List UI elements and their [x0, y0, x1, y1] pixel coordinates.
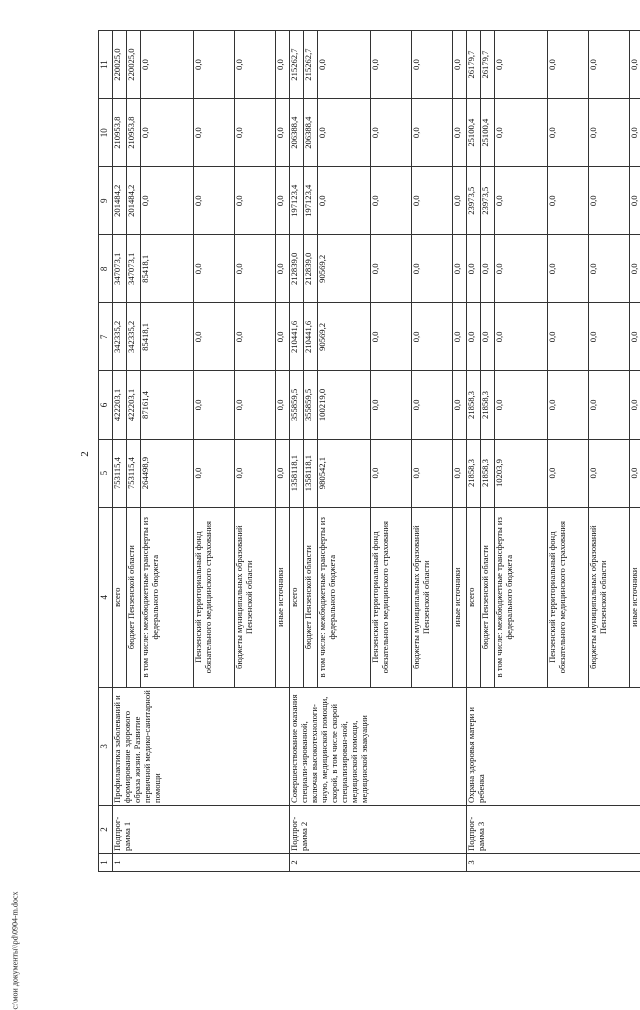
amount-cell: 980542,1 — [318, 439, 371, 507]
amount-cell: 422203,1 — [113, 371, 127, 439]
amount-cell: 0,0 — [371, 235, 412, 303]
amount-cell: 0,0 — [276, 31, 290, 99]
subprogram-cell: Подпрог-рамма 3 — [467, 805, 640, 853]
amount-cell: 0,0 — [318, 31, 371, 99]
amount-cell: 0,0 — [371, 99, 412, 167]
amount-cell: 0,0 — [276, 371, 290, 439]
amount-cell: 0,0 — [194, 439, 235, 507]
amount-cell: 26179,7 — [481, 31, 495, 99]
funding-source-cell: всего — [290, 507, 304, 687]
subprogram-title-cell: Охрана здоровья матери и ребенка — [467, 687, 640, 805]
amount-cell: 0,0 — [467, 303, 481, 371]
amount-cell: 23973,5 — [481, 167, 495, 235]
amount-cell: 0,0 — [630, 303, 640, 371]
amount-cell: 100219,0 — [318, 371, 371, 439]
amount-cell: 206388,4 — [304, 99, 318, 167]
amount-cell: 0,0 — [194, 167, 235, 235]
amount-cell: 21858,3 — [467, 439, 481, 507]
amount-cell: 0,0 — [412, 31, 453, 99]
amount-cell: 0,0 — [235, 371, 276, 439]
amount-cell: 0,0 — [630, 31, 640, 99]
amount-cell: 0,0 — [194, 371, 235, 439]
amount-cell: 0,0 — [495, 99, 548, 167]
header-cell: 6 — [99, 371, 113, 439]
amount-cell: 347073,1 — [127, 235, 141, 303]
header-cell: 10 — [99, 99, 113, 167]
funding-source-cell: всего — [467, 507, 481, 687]
amount-cell: 0,0 — [141, 167, 194, 235]
amount-cell: 212839,0 — [304, 235, 318, 303]
subprogram-cell: Подпрог-рамма 2 — [290, 805, 467, 853]
amount-cell: 0,0 — [276, 303, 290, 371]
header-row — [99, 31, 113, 872]
amount-cell: 753115,4 — [113, 439, 127, 507]
row-number-cell: 3 — [467, 853, 640, 871]
amount-cell: 85418,1 — [141, 235, 194, 303]
funding-source-cell: бюджет Пензенской области — [304, 507, 318, 687]
amount-cell: 264498,9 — [141, 439, 194, 507]
amount-cell: 0,0 — [630, 439, 640, 507]
amount-cell: 355859,5 — [290, 371, 304, 439]
amount-cell: 0,0 — [235, 99, 276, 167]
amount-cell: 0,0 — [276, 99, 290, 167]
amount-cell: 0,0 — [194, 99, 235, 167]
amount-cell: 0,0 — [371, 303, 412, 371]
amount-cell: 0,0 — [276, 235, 290, 303]
amount-cell: 212839,0 — [290, 235, 304, 303]
row-number-cell: 1 — [113, 853, 290, 871]
amount-cell: 0,0 — [548, 235, 589, 303]
amount-cell: 0,0 — [495, 31, 548, 99]
amount-cell: 0,0 — [495, 167, 548, 235]
amount-cell: 1358118,1 — [304, 439, 318, 507]
amount-cell: 0,0 — [235, 235, 276, 303]
amount-cell: 210441,6 — [304, 303, 318, 371]
funding-source-cell: бюджеты муниципальных образований Пензенской области — [235, 507, 276, 687]
amount-cell: 0,0 — [453, 371, 467, 439]
amount-cell: 220025,0 — [127, 31, 141, 99]
amount-cell: 25100,4 — [467, 99, 481, 167]
funding-source-cell: в том числе: межбюджетные трансферты из федерального бюджета — [141, 507, 194, 687]
funding-source-cell: иные источники — [630, 507, 640, 687]
amount-cell: 215262,7 — [304, 31, 318, 99]
amount-cell: 0,0 — [453, 167, 467, 235]
amount-cell: 342335,2 — [113, 303, 127, 371]
amount-cell: 0,0 — [630, 235, 640, 303]
rotated-table-wrapper — [98, 30, 613, 872]
amount-cell: 0,0 — [589, 303, 630, 371]
amount-cell: 0,0 — [548, 31, 589, 99]
amount-cell: 90569,2 — [318, 235, 371, 303]
header-cell: 11 — [99, 31, 113, 99]
header-cell: 5 — [99, 439, 113, 507]
amount-cell: 85418,1 — [141, 303, 194, 371]
amount-cell: 0,0 — [412, 439, 453, 507]
amount-cell: 0,0 — [141, 99, 194, 167]
amount-cell: 0,0 — [235, 31, 276, 99]
subprogram-cell: Подпрог-рамма 1 — [113, 805, 290, 853]
amount-cell: 0,0 — [481, 303, 495, 371]
header-cell: 3 — [99, 687, 113, 805]
amount-cell: 0,0 — [589, 371, 630, 439]
amount-cell: 0,0 — [318, 99, 371, 167]
amount-cell: 0,0 — [453, 31, 467, 99]
amount-cell: 0,0 — [141, 31, 194, 99]
amount-cell: 220025,0 — [113, 31, 127, 99]
funding-source-cell: Пензенский территориальный фонд обязательного медицинского страхования — [371, 507, 412, 687]
page-number: 2 — [79, 444, 91, 464]
funding-source-cell: Пензенский территориальный фонд обязательного медицинского страхования — [194, 507, 235, 687]
amount-cell: 197123,4 — [290, 167, 304, 235]
amount-cell: 0,0 — [235, 303, 276, 371]
amount-cell: 21858,3 — [467, 371, 481, 439]
amount-cell: 0,0 — [371, 371, 412, 439]
budget-table — [98, 30, 640, 872]
amount-cell: 0,0 — [412, 167, 453, 235]
amount-cell: 0,0 — [548, 99, 589, 167]
subprogram-title-cell: Совершенствование оказания специали-зированной, включая высокотехнологи-чную, медицинской помощи, скорой, в том числе скорой специализирован-ной, медицинской помощи, медицинской эвакуации — [290, 687, 467, 805]
footer-file-path: с:\мои документы\\pd\0904-m.docx — [11, 540, 20, 1010]
amount-cell: 210441,6 — [290, 303, 304, 371]
funding-source-cell: в том числе: межбюджетные трансферты из федерального бюджета — [318, 507, 371, 687]
amount-cell: 26179,7 — [467, 31, 481, 99]
amount-cell: 0,0 — [589, 439, 630, 507]
amount-cell: 0,0 — [548, 167, 589, 235]
amount-cell: 0,0 — [194, 303, 235, 371]
amount-cell: 0,0 — [453, 99, 467, 167]
funding-source-cell: всего — [113, 507, 127, 687]
amount-cell: 0,0 — [371, 439, 412, 507]
header-cell: 7 — [99, 303, 113, 371]
amount-cell: 342335,2 — [127, 303, 141, 371]
amount-cell: 215262,7 — [290, 31, 304, 99]
row-number-cell: 2 — [290, 853, 467, 871]
amount-cell: 0,0 — [453, 235, 467, 303]
amount-cell: 210953,8 — [113, 99, 127, 167]
amount-cell: 0,0 — [194, 31, 235, 99]
amount-cell: 422203,1 — [127, 371, 141, 439]
amount-cell: 201484,2 — [127, 167, 141, 235]
funding-source-cell: бюджеты муниципальных образований Пензенской области — [589, 507, 630, 687]
funding-source-cell: бюджет Пензенской области — [481, 507, 495, 687]
funding-source-cell: в том числе: межбюджетные трансферты из федерального бюджета — [495, 507, 548, 687]
table-body — [99, 31, 640, 872]
amount-cell: 0,0 — [235, 167, 276, 235]
amount-cell: 0,0 — [589, 235, 630, 303]
amount-cell: 0,0 — [495, 371, 548, 439]
funding-source-cell: иные источники — [453, 507, 467, 687]
amount-cell: 1358118,1 — [290, 439, 304, 507]
amount-cell: 0,0 — [589, 99, 630, 167]
funding-source-cell: иные источники — [276, 507, 290, 687]
funding-source-cell: бюджеты муниципальных образований Пензенской области — [412, 507, 453, 687]
table-row — [467, 31, 481, 872]
header-cell: 9 — [99, 167, 113, 235]
table-row — [290, 31, 304, 872]
funding-source-cell: бюджет Пензенской области — [127, 507, 141, 687]
amount-cell: 90569,2 — [318, 303, 371, 371]
amount-cell: 0,0 — [276, 167, 290, 235]
amount-cell: 206388,4 — [290, 99, 304, 167]
amount-cell: 0,0 — [412, 303, 453, 371]
amount-cell: 201484,2 — [113, 167, 127, 235]
amount-cell: 0,0 — [453, 439, 467, 507]
header-cell: 4 — [99, 507, 113, 687]
amount-cell: 0,0 — [548, 439, 589, 507]
amount-cell: 87161,4 — [141, 371, 194, 439]
amount-cell: 21858,3 — [481, 439, 495, 507]
amount-cell: 0,0 — [467, 235, 481, 303]
amount-cell: 347073,1 — [113, 235, 127, 303]
amount-cell: 0,0 — [495, 235, 548, 303]
amount-cell: 0,0 — [412, 99, 453, 167]
header-cell: 2 — [99, 805, 113, 853]
amount-cell: 10203,9 — [495, 439, 548, 507]
amount-cell: 21858,3 — [481, 371, 495, 439]
amount-cell: 0,0 — [371, 31, 412, 99]
amount-cell: 0,0 — [548, 371, 589, 439]
amount-cell: 355859,5 — [304, 371, 318, 439]
amount-cell: 210953,8 — [127, 99, 141, 167]
amount-cell: 0,0 — [589, 31, 630, 99]
amount-cell: 0,0 — [318, 167, 371, 235]
amount-cell: 0,0 — [412, 371, 453, 439]
amount-cell: 0,0 — [630, 371, 640, 439]
header-cell: 1 — [99, 853, 113, 871]
amount-cell: 25100,4 — [481, 99, 495, 167]
amount-cell: 0,0 — [495, 303, 548, 371]
amount-cell: 0,0 — [589, 167, 630, 235]
header-cell: 8 — [99, 235, 113, 303]
amount-cell: 197123,4 — [304, 167, 318, 235]
amount-cell: 753115,4 — [127, 439, 141, 507]
amount-cell: 0,0 — [194, 235, 235, 303]
amount-cell: 0,0 — [276, 439, 290, 507]
amount-cell: 23973,5 — [467, 167, 481, 235]
amount-cell: 0,0 — [412, 235, 453, 303]
funding-source-cell: Пензенский территориальный фонд обязательного медицинского страхования — [548, 507, 589, 687]
subprogram-title-cell: Профилактика заболеваний и формирование здорового образа жизни. Развитие первичной медико-санитарной помощи — [113, 687, 290, 805]
amount-cell: 0,0 — [548, 303, 589, 371]
table-row — [113, 31, 127, 872]
amount-cell: 0,0 — [235, 439, 276, 507]
amount-cell: 0,0 — [630, 167, 640, 235]
amount-cell: 0,0 — [371, 167, 412, 235]
amount-cell: 0,0 — [630, 99, 640, 167]
amount-cell: 0,0 — [481, 235, 495, 303]
amount-cell: 0,0 — [453, 303, 467, 371]
